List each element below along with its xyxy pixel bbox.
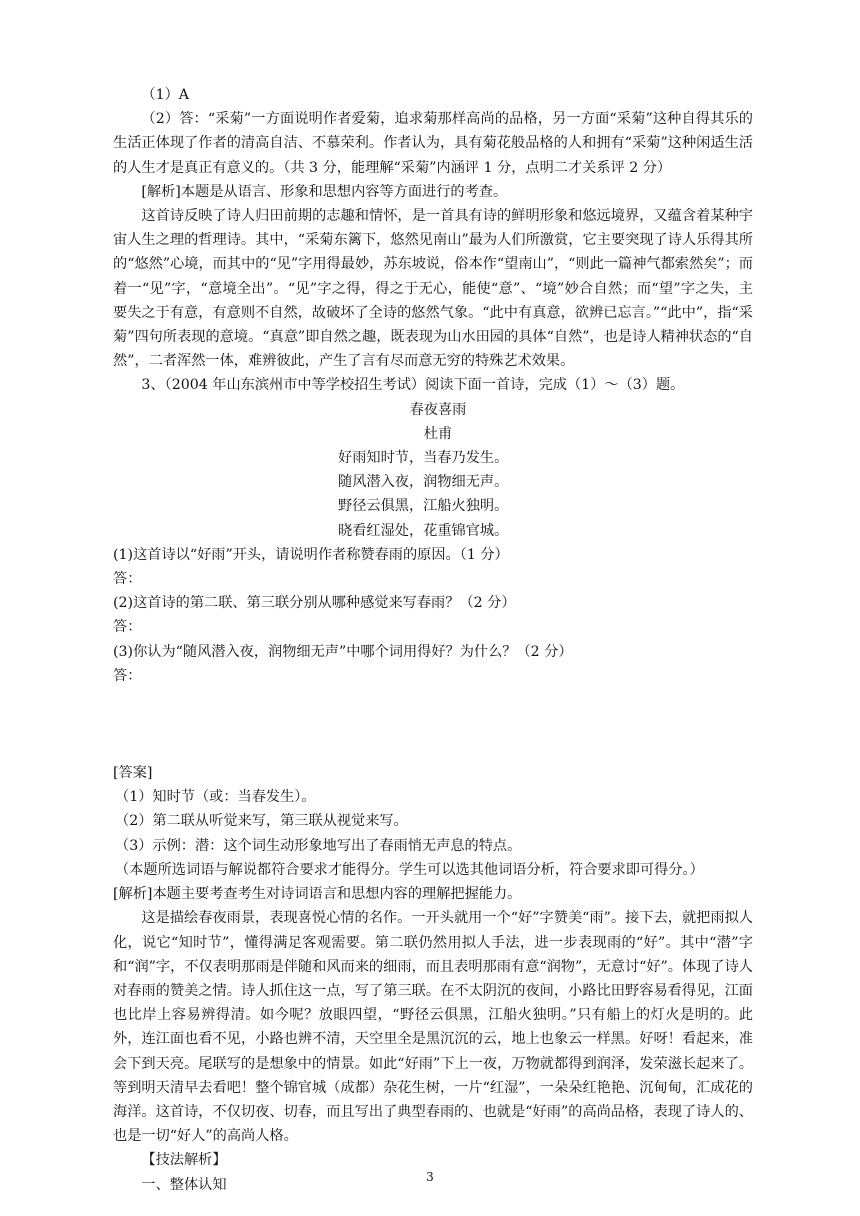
question-3-intro: 3、（2004 年山东滨州市中等学校招生考试）阅读下面一首诗，完成（1）～（3）题。	[141, 377, 685, 394]
page-content	[113, 83, 753, 1197]
analysis-body: 这首诗反映了诗人归田前期的志趣和情怀，是一首具有诗的鲜明形象和悠远境界，又蕴含着某种宇宙人生之理的哲理诗。其中，“采菊东篱下，悠然见南山”最为人们所激赏，它主要突现了诗人乐得其所的“悠然”心境，而其中的“见”字用得最妙，苏东坡说，俗本作“望南山”，“则此一篇神气都索然矣”；而着一“见”字，“意境全出”。“见”字之得，得之于无心，能使“意”、“境”妙合自然；而“望”字之失，主要失之于有意，有意则不自然，故破坏了全诗的悠然气象。“此中有真意，欲辨已忘言。”“此中”，指“采菊”四句所表现的意境。“真意”即自然之趣，既表现为山水田园的具体“自然”，也是诗人精神状态的“自然”，二者浑然一体，难辨彼此，产生了言有尽而意无穷的特殊艺术效果。	[113, 208, 753, 370]
answer-1: （1）A	[141, 87, 190, 103]
technique-heading: 【技法解析】	[141, 1152, 227, 1169]
poem-line: 野径云俱黑，江船火独明。	[338, 498, 509, 515]
question-2: (2)这首诗的第二联、第三联分别从哪种感觉来写春雨？（2 分）	[113, 595, 516, 612]
poem-line: 晓看红湿处，花重锦官城。	[338, 522, 509, 539]
answer-item-3: （3）示例：潜：这个词生动形象地写出了春雨悄无声息的特点。	[115, 837, 522, 854]
blank-answer-space	[113, 688, 753, 761]
answer-item-1: （1）知时节（或：当春发生）。	[115, 789, 316, 806]
answer-2: （2）答：“采菊”一方面说明作者爱菊，追求菊那样高尚的品格，另一方面“采菊”这种自得其乐的生活正体现了作者的清高自洁、不慕荣利。作者认为，具有菊花般品格的人和拥有“采菊”这种闲适生活的人生才是真正有意义的。（共 3 分，能理解“采菊”内涵评 1 分，点明二才关系评 2 分）	[113, 111, 753, 176]
poem-line: 好雨知时节，当春乃发生。	[338, 450, 509, 467]
answer-note: （本题所选词语与解说都符合要求才能得分。学生可以选其他词语分析，符合要求即可得分。）	[115, 861, 704, 878]
analysis-label-2: [解析]本题主要考查考生对诗词语言和思想内容的理解把握能力。	[113, 886, 522, 903]
page-number: 3	[426, 1170, 434, 1184]
poem-author: 杜甫	[423, 425, 453, 442]
answer-prompt: 答：	[113, 571, 142, 588]
question-3: (3)你认为“随风潜入夜，润物细无声”中哪个词用得好？为什么？（2 分）	[113, 643, 573, 660]
poem-title: 春夜喜雨	[409, 401, 467, 418]
question-1: (1)这首诗以“好雨”开头，请说明作者称赞春雨的原因。（1 分）	[113, 546, 509, 563]
poem-line: 随风潜入夜，润物细无声。	[338, 474, 509, 491]
analysis-label: [解析]本题是从语言、形象和思想内容等方面进行的考查。	[141, 183, 508, 200]
subheading-overall: 一、整体认知	[141, 1176, 227, 1193]
answer-prompt: 答：	[113, 619, 142, 636]
analysis-body-2: 这是描绘春夜雨景，表现喜悦心情的名作。一开头就用一个“好”字赞美“雨”。接下去，就把雨拟人化，说它“知时节”，懂得满足客观需要。第二联仍然用拟人手法，进一步表现雨的“好”。其中“潜”字和“润”字，不仅表明那雨是伴随和风而来的细雨，而且表明那雨有意“润物”，无意讨“好”。体现了诗人对春雨的赞美之情。诗人抓住这一点，写了第三联。在不太阴沉的夜间，小路比田野容易看得见，江面也比岸上容易辨得清。如今呢？放眼四望，“野径云俱黑，江船火独明。”只有船上的灯火是明的。此外，连江面也看不见，小路也辨不清，天空里全是黑沉沉的云，地上也象云一样黑。好呀！看起来，准会下到天亮。尾联写的是想象中的情景。如此“好雨”下上一夜，万物就都得到润泽，发荣滋长起来了。等到明天清早去看吧！整个锦官城（成都）杂花生树，一片“红湿”，一朵朵红艳艳、沉甸甸，汇成花的海洋。这首诗，不仅切夜、切春，而且写出了典型春雨的、也就是“好雨”的高尚品格，表现了诗人的、也是一切“好人”的高尚人格。	[113, 910, 753, 1145]
answer-label: [答案]	[113, 765, 153, 782]
answer-prompt: 答：	[113, 667, 142, 684]
answer-item-2: （2）第二联从听觉来写，第三联从视觉来写。	[115, 813, 408, 830]
